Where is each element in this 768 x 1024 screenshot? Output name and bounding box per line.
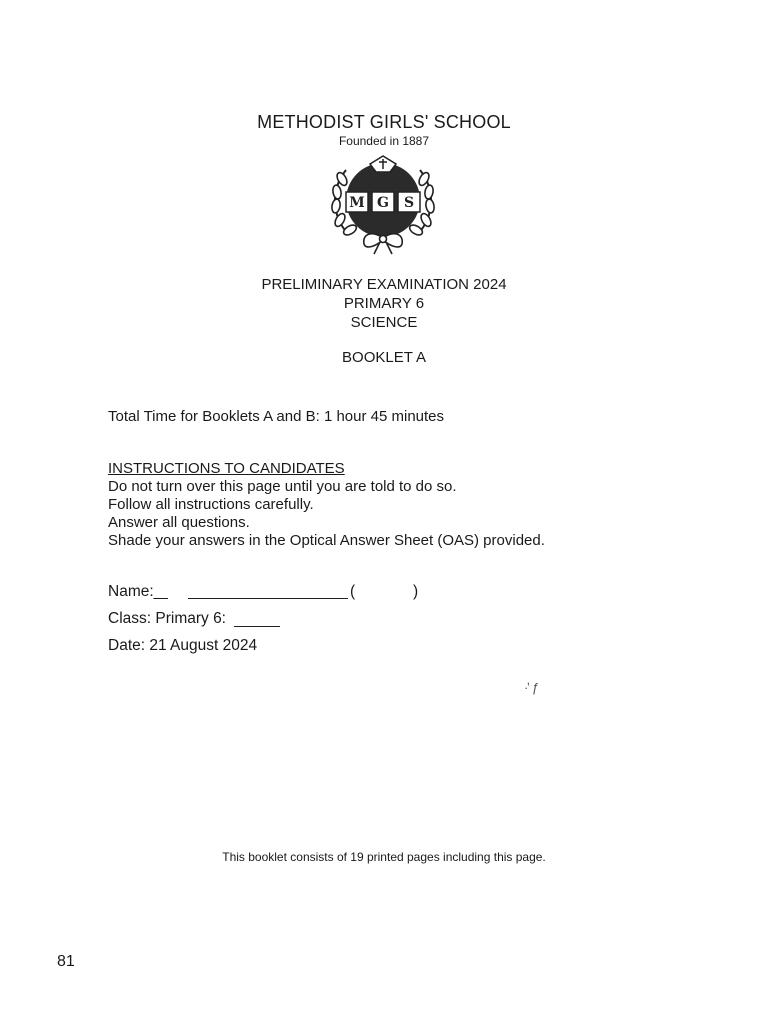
page-count-note: This booklet consists of 19 printed pages including this page.: [222, 850, 546, 864]
register-number-close: ): [413, 583, 419, 600]
crest-letter: G: [377, 195, 389, 211]
stray-pen-mark: ·̓ ƒ: [524, 680, 540, 695]
school-crest-logo: [326, 150, 440, 256]
exam-level: PRIMARY 6: [343, 295, 425, 312]
name-underline[interactable]: [188, 598, 348, 599]
instruction-line: Shade your answers in the Optical Answer Sheet (OAS) provided.: [108, 532, 545, 549]
total-time: Total Time for Booklets A and B: 1 hour 45 minutes: [108, 408, 445, 425]
crest-icon: [326, 150, 440, 256]
page-number: 81: [57, 953, 75, 970]
exam-subject: SCIENCE: [350, 314, 418, 331]
instruction-line: Do not turn over this page until you are told to do so.: [108, 478, 457, 495]
register-number-open: (: [350, 583, 356, 600]
booklet-label: BOOKLET A: [342, 349, 426, 366]
class-field[interactable]: [108, 610, 308, 632]
school-name: METHODIST GIRLS' SCHOOL: [257, 112, 511, 132]
founded-year: Founded in 1887: [338, 134, 430, 148]
crest-letter: S: [403, 195, 415, 211]
name-field[interactable]: [108, 583, 438, 605]
instruction-line: Follow all instructions carefully.: [108, 496, 314, 513]
instructions-heading: INSTRUCTIONS TO CANDIDATES: [108, 460, 345, 477]
class-label: Class: Primary 6:: [108, 610, 226, 627]
name-label: Name:_: [108, 583, 163, 600]
name-underline-dash: [160, 598, 168, 599]
exam-title: PRELIMINARY EXAMINATION 2024: [261, 276, 507, 293]
crest-letter: M: [349, 195, 365, 211]
class-underline[interactable]: [234, 626, 280, 627]
date-field: Date: 21 August 2024: [108, 637, 258, 654]
instruction-line: Answer all questions.: [108, 514, 250, 531]
